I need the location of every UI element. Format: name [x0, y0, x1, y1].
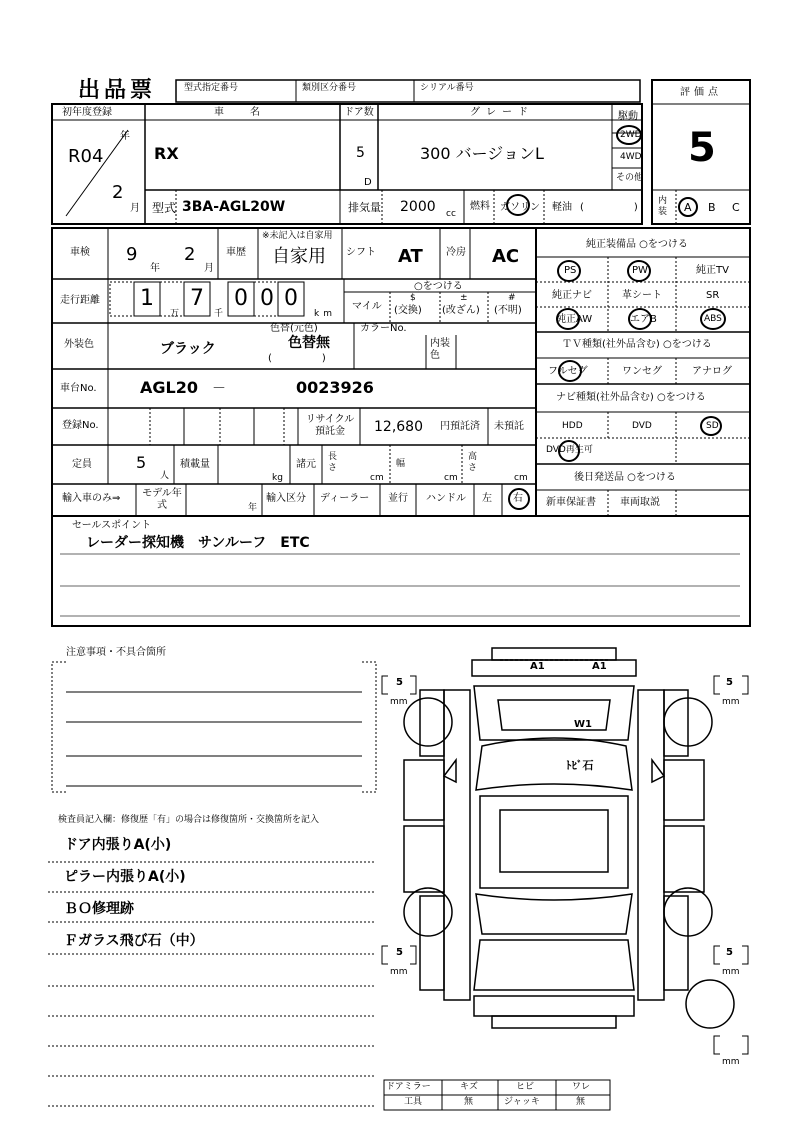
- dvd-playback-circle: [558, 440, 580, 462]
- load-label: 積載量: [180, 459, 210, 470]
- mileage-modified[interactable]: (改ざん): [442, 305, 480, 316]
- inspection-year: 9: [126, 244, 138, 265]
- color-no-label: カラーNo.: [360, 323, 407, 334]
- import-class-label: 輸入区分: [266, 493, 306, 504]
- recolor-label: 色替(元色): [270, 323, 318, 334]
- mileage-label: 走行距離: [60, 295, 100, 306]
- score-label: 評価点: [680, 87, 722, 98]
- doors-value: 5: [356, 145, 365, 161]
- doors-label: ドア数: [344, 107, 374, 118]
- tv-analog[interactable]: アナログ: [692, 366, 732, 377]
- equip-ps-circle: [557, 260, 581, 282]
- drive-2wd[interactable]: 2WD: [620, 130, 642, 140]
- tv-fullseg-circle: [558, 360, 582, 382]
- recycle-paid[interactable]: 円預託済: [440, 421, 480, 432]
- type-value: 3BA-AGL20W: [182, 199, 286, 215]
- equip-abs[interactable]: ABS: [704, 314, 722, 324]
- mileage-digit-2: 7: [190, 286, 204, 311]
- car-diagram: [404, 648, 734, 1028]
- recycle-amount: 12,680: [374, 419, 423, 435]
- equip-tv[interactable]: 純正TV: [696, 265, 729, 276]
- fuel-other-paren: ( ): [580, 202, 638, 213]
- mileage-digit-5: 0: [284, 286, 298, 311]
- fuel-gasoline-circle: [506, 194, 530, 216]
- recycle-unpaid[interactable]: 未預託: [494, 421, 524, 432]
- chassis-prefix: AGL20: [140, 378, 198, 397]
- chassis-dash: －: [212, 381, 226, 397]
- damage-a1-right: A1: [592, 661, 607, 672]
- doors-suffix: D: [364, 177, 372, 188]
- handle-right-circle: [508, 488, 530, 510]
- model-year-unit: 年: [248, 503, 258, 513]
- grade-value: 300 バージョンL: [420, 144, 544, 163]
- tread-fr: 5: [726, 677, 733, 688]
- height-label: 高さ: [468, 452, 478, 473]
- load-unit: kg: [272, 473, 283, 483]
- tread-rr: 5: [726, 947, 733, 958]
- equipment-title: 純正装備品 ○をつける: [586, 239, 688, 250]
- inspector-label: 検査員記入欄：修復歴「有」の場合は修復箇所・交換箇所を記入: [58, 815, 320, 825]
- first-reg-label: 初年度登録: [62, 107, 112, 118]
- table-crack-h: ヒビ: [516, 1082, 535, 1092]
- chassis-number: 0023926: [296, 378, 374, 397]
- mileage-digit-3: 0: [234, 286, 248, 311]
- notes-label: 注意事項・不具合箇所: [66, 647, 166, 658]
- height-unit: cm: [514, 473, 528, 483]
- interior-grade-c[interactable]: C: [732, 201, 740, 214]
- table-tools-value: 無: [464, 1097, 474, 1107]
- tv-fullseg[interactable]: フルセグ: [548, 366, 588, 377]
- equip-pw-circle: [627, 260, 651, 282]
- history-label: 車歴: [226, 247, 246, 258]
- equip-airbag[interactable]: エアB: [630, 314, 657, 325]
- capacity-value: 5: [136, 453, 147, 472]
- equip-abs-circle: [700, 308, 726, 330]
- fuel-gasoline[interactable]: ガソリン: [500, 202, 540, 213]
- mileage-circle-note: ○をつける: [414, 281, 463, 292]
- mileage-mile[interactable]: マイル: [352, 301, 382, 312]
- inspection-month-suffix: 月: [204, 263, 214, 274]
- recolor-value: 色替無: [288, 335, 330, 351]
- drive-4wd[interactable]: 4WD: [620, 152, 642, 162]
- equip-airbag-circle: [628, 308, 652, 330]
- fuel-label: 燃料: [470, 201, 490, 212]
- tread-fl-unit: mm: [390, 697, 408, 707]
- drive-other[interactable]: その他: [616, 173, 644, 183]
- dvd-playback[interactable]: DVD再生可: [546, 445, 593, 455]
- ac-label: 冷房: [446, 247, 466, 258]
- navi-sd[interactable]: SD: [706, 421, 719, 431]
- table-jack: ジャッキ: [504, 1097, 540, 1107]
- table-tools: 工具: [404, 1097, 423, 1107]
- tread-rr-unit: mm: [722, 967, 740, 977]
- mileage-swap[interactable]: (交換): [394, 305, 422, 316]
- grade-label: グレード: [470, 107, 534, 118]
- inspection-year-suffix: 年: [150, 263, 160, 274]
- import-parallel[interactable]: 並行: [388, 493, 408, 504]
- handle-right[interactable]: 右: [513, 493, 523, 504]
- navi-hdd[interactable]: HDD: [562, 421, 583, 431]
- serial-label: シリアル番号: [420, 83, 474, 93]
- tread-fl: 5: [396, 677, 403, 688]
- handle-label: ハンドル: [426, 493, 466, 504]
- inspector-line-2: ピラー内張りA(小): [64, 869, 186, 885]
- width-unit: cm: [444, 473, 458, 483]
- interior-grade-label: 内装: [658, 196, 668, 217]
- capacity-label: 定員: [72, 459, 92, 470]
- damage-a1-left: A1: [530, 661, 545, 672]
- cc-unit: cc: [446, 209, 456, 219]
- equip-leather[interactable]: 革シート: [622, 290, 662, 301]
- drive-2wd-circle: [616, 125, 642, 145]
- shift-value: AT: [398, 246, 423, 267]
- equip-ps[interactable]: PS: [564, 265, 577, 276]
- displacement-label: 排気量: [348, 201, 381, 214]
- model-year-label: モデル年式: [142, 488, 182, 511]
- shift-label: シフト: [346, 247, 376, 258]
- damage-w1: W1: [574, 719, 592, 730]
- history-note: ※未記入は自家用: [262, 231, 333, 241]
- chassis-label: 車台No.: [60, 383, 97, 394]
- width-label: 幅: [396, 459, 406, 469]
- equip-navi[interactable]: 純正ナビ: [552, 290, 592, 301]
- capacity-unit: 人: [160, 471, 170, 481]
- inspection-month: 2: [184, 244, 196, 265]
- mileage-swap-sym: $: [410, 293, 416, 303]
- later-manual[interactable]: 車両取説: [620, 497, 660, 508]
- month-suffix: 月: [130, 203, 140, 214]
- length-label: 長さ: [328, 452, 338, 473]
- table-break-h: ワレ: [572, 1082, 591, 1092]
- class-label: 類別区分番号: [302, 83, 357, 93]
- table-mirror: ドアミラー: [386, 1082, 431, 1092]
- mileage-digit-1: 1: [140, 286, 154, 311]
- table-scratch-h: キズ: [460, 1082, 478, 1092]
- equip-aw-circle: [556, 308, 580, 330]
- ac-value: AC: [492, 246, 520, 267]
- navi-sd-circle: [700, 416, 722, 436]
- score-value: 5: [688, 125, 716, 171]
- form-title: 出品票: [78, 78, 157, 103]
- navi-type-title: ナビ種類(社外品含む) ○をつける: [556, 392, 706, 403]
- mileage-sen: 千: [214, 309, 224, 319]
- import-label: 輸入車のみ⇒: [62, 493, 121, 504]
- interior-grade-b[interactable]: B: [708, 201, 716, 214]
- tv-type-title: ＴＶ種類(社外品含む) ○をつける: [562, 339, 712, 350]
- tv-oneseg[interactable]: ワンセグ: [622, 366, 662, 377]
- mileage-digit-4: 0: [260, 286, 274, 311]
- equip-sr[interactable]: SR: [706, 290, 720, 301]
- later-shipment-title: 後日発送品 ○をつける: [574, 472, 676, 483]
- year-suffix: 年: [120, 131, 130, 142]
- inspector-line-4: Ｆガラス飛び石（中）: [64, 933, 204, 949]
- recycle-label: リサイクル預託金: [305, 414, 355, 437]
- car-name-label: 車 名: [214, 107, 262, 118]
- tread-rl: 5: [396, 947, 403, 958]
- sales-point-label: セールスポイント: [72, 520, 152, 531]
- car-name: RX: [154, 144, 179, 163]
- import-dealer[interactable]: ディーラー: [320, 493, 370, 504]
- later-warranty[interactable]: 新車保証書: [546, 497, 596, 508]
- recolor-paren: ( ): [268, 353, 326, 364]
- tread-spare-unit: mm: [722, 1057, 740, 1067]
- inspection-label: 車検: [70, 247, 90, 258]
- exterior-color-label: 外装色: [64, 339, 94, 350]
- mileage-mod-sym: ±: [460, 293, 468, 303]
- interior-grade-a-circle: [678, 197, 698, 217]
- fuel-light-oil[interactable]: 軽油: [552, 202, 572, 213]
- sales-point-text: レーダー探知機 サンルーフ ETC: [86, 535, 310, 551]
- interior-grade-a[interactable]: A: [684, 201, 692, 214]
- exterior-color: ブラック: [160, 341, 216, 357]
- type-label: 型式: [152, 201, 177, 215]
- registration-label: 登録No.: [62, 420, 99, 431]
- inspector-line-3: ＢＯ修理跡: [64, 901, 134, 917]
- inspector-line-1: ドア内張りA(小): [64, 837, 172, 853]
- length-unit: cm: [370, 473, 384, 483]
- displacement-value: 2000: [400, 199, 436, 215]
- navi-dvd[interactable]: DVD: [632, 421, 652, 431]
- mileage-unknown-sym: #: [508, 293, 516, 303]
- tread-fr-unit: mm: [722, 697, 740, 707]
- model-spec-label: 型式指定番号: [184, 83, 239, 93]
- interior-color-label: 内装色: [430, 338, 450, 361]
- first-reg-month: 2: [112, 182, 124, 203]
- history-value: 自家用: [272, 246, 326, 267]
- drive-label: 駆動: [618, 111, 638, 122]
- equip-pw[interactable]: PW: [632, 265, 648, 276]
- first-reg-era: R04: [68, 146, 104, 167]
- mileage-man: 万: [170, 309, 180, 319]
- mileage-unknown[interactable]: (不明): [494, 305, 522, 316]
- tread-rl-unit: mm: [390, 967, 408, 977]
- equip-aw[interactable]: 純正AW: [556, 314, 593, 325]
- table-jack-value: 無: [576, 1097, 586, 1107]
- damage-chip: ﾄﾋﾞ石: [566, 759, 594, 772]
- mileage-km: km: [314, 309, 336, 319]
- handle-left[interactable]: 左: [482, 493, 492, 504]
- dims-label: 諸元: [296, 459, 316, 470]
